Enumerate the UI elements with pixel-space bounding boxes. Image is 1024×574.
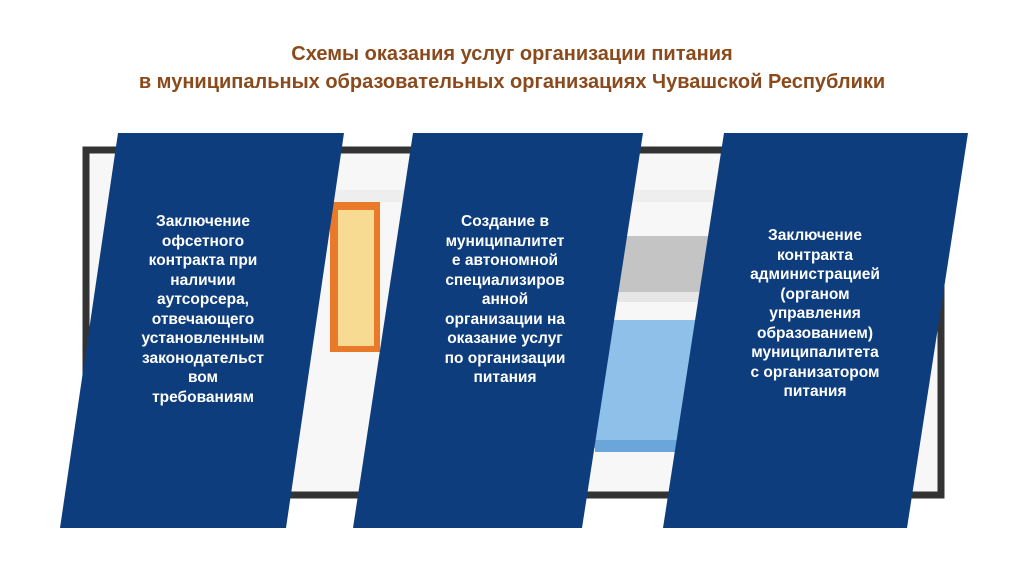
yellow-block <box>338 210 374 346</box>
title-line-1: Схемы оказания услуг организации питания <box>291 43 733 65</box>
card-1-text: Заключение офсетного контракта при наличии аутсорсера, отвечающего установленным законодательст вом требованиям <box>141 213 265 406</box>
card-3-text: Заключение контракта администрацией (органом управления образованием) муниципалитета с организатором питания <box>750 227 880 400</box>
card-2-text: Создание в муниципалитет е автономной специализиров анной организации на оказание услуг по организации питания <box>444 213 566 386</box>
title-line-2: в муниципальных образовательных организациях Чувашской Республики <box>138 71 886 93</box>
